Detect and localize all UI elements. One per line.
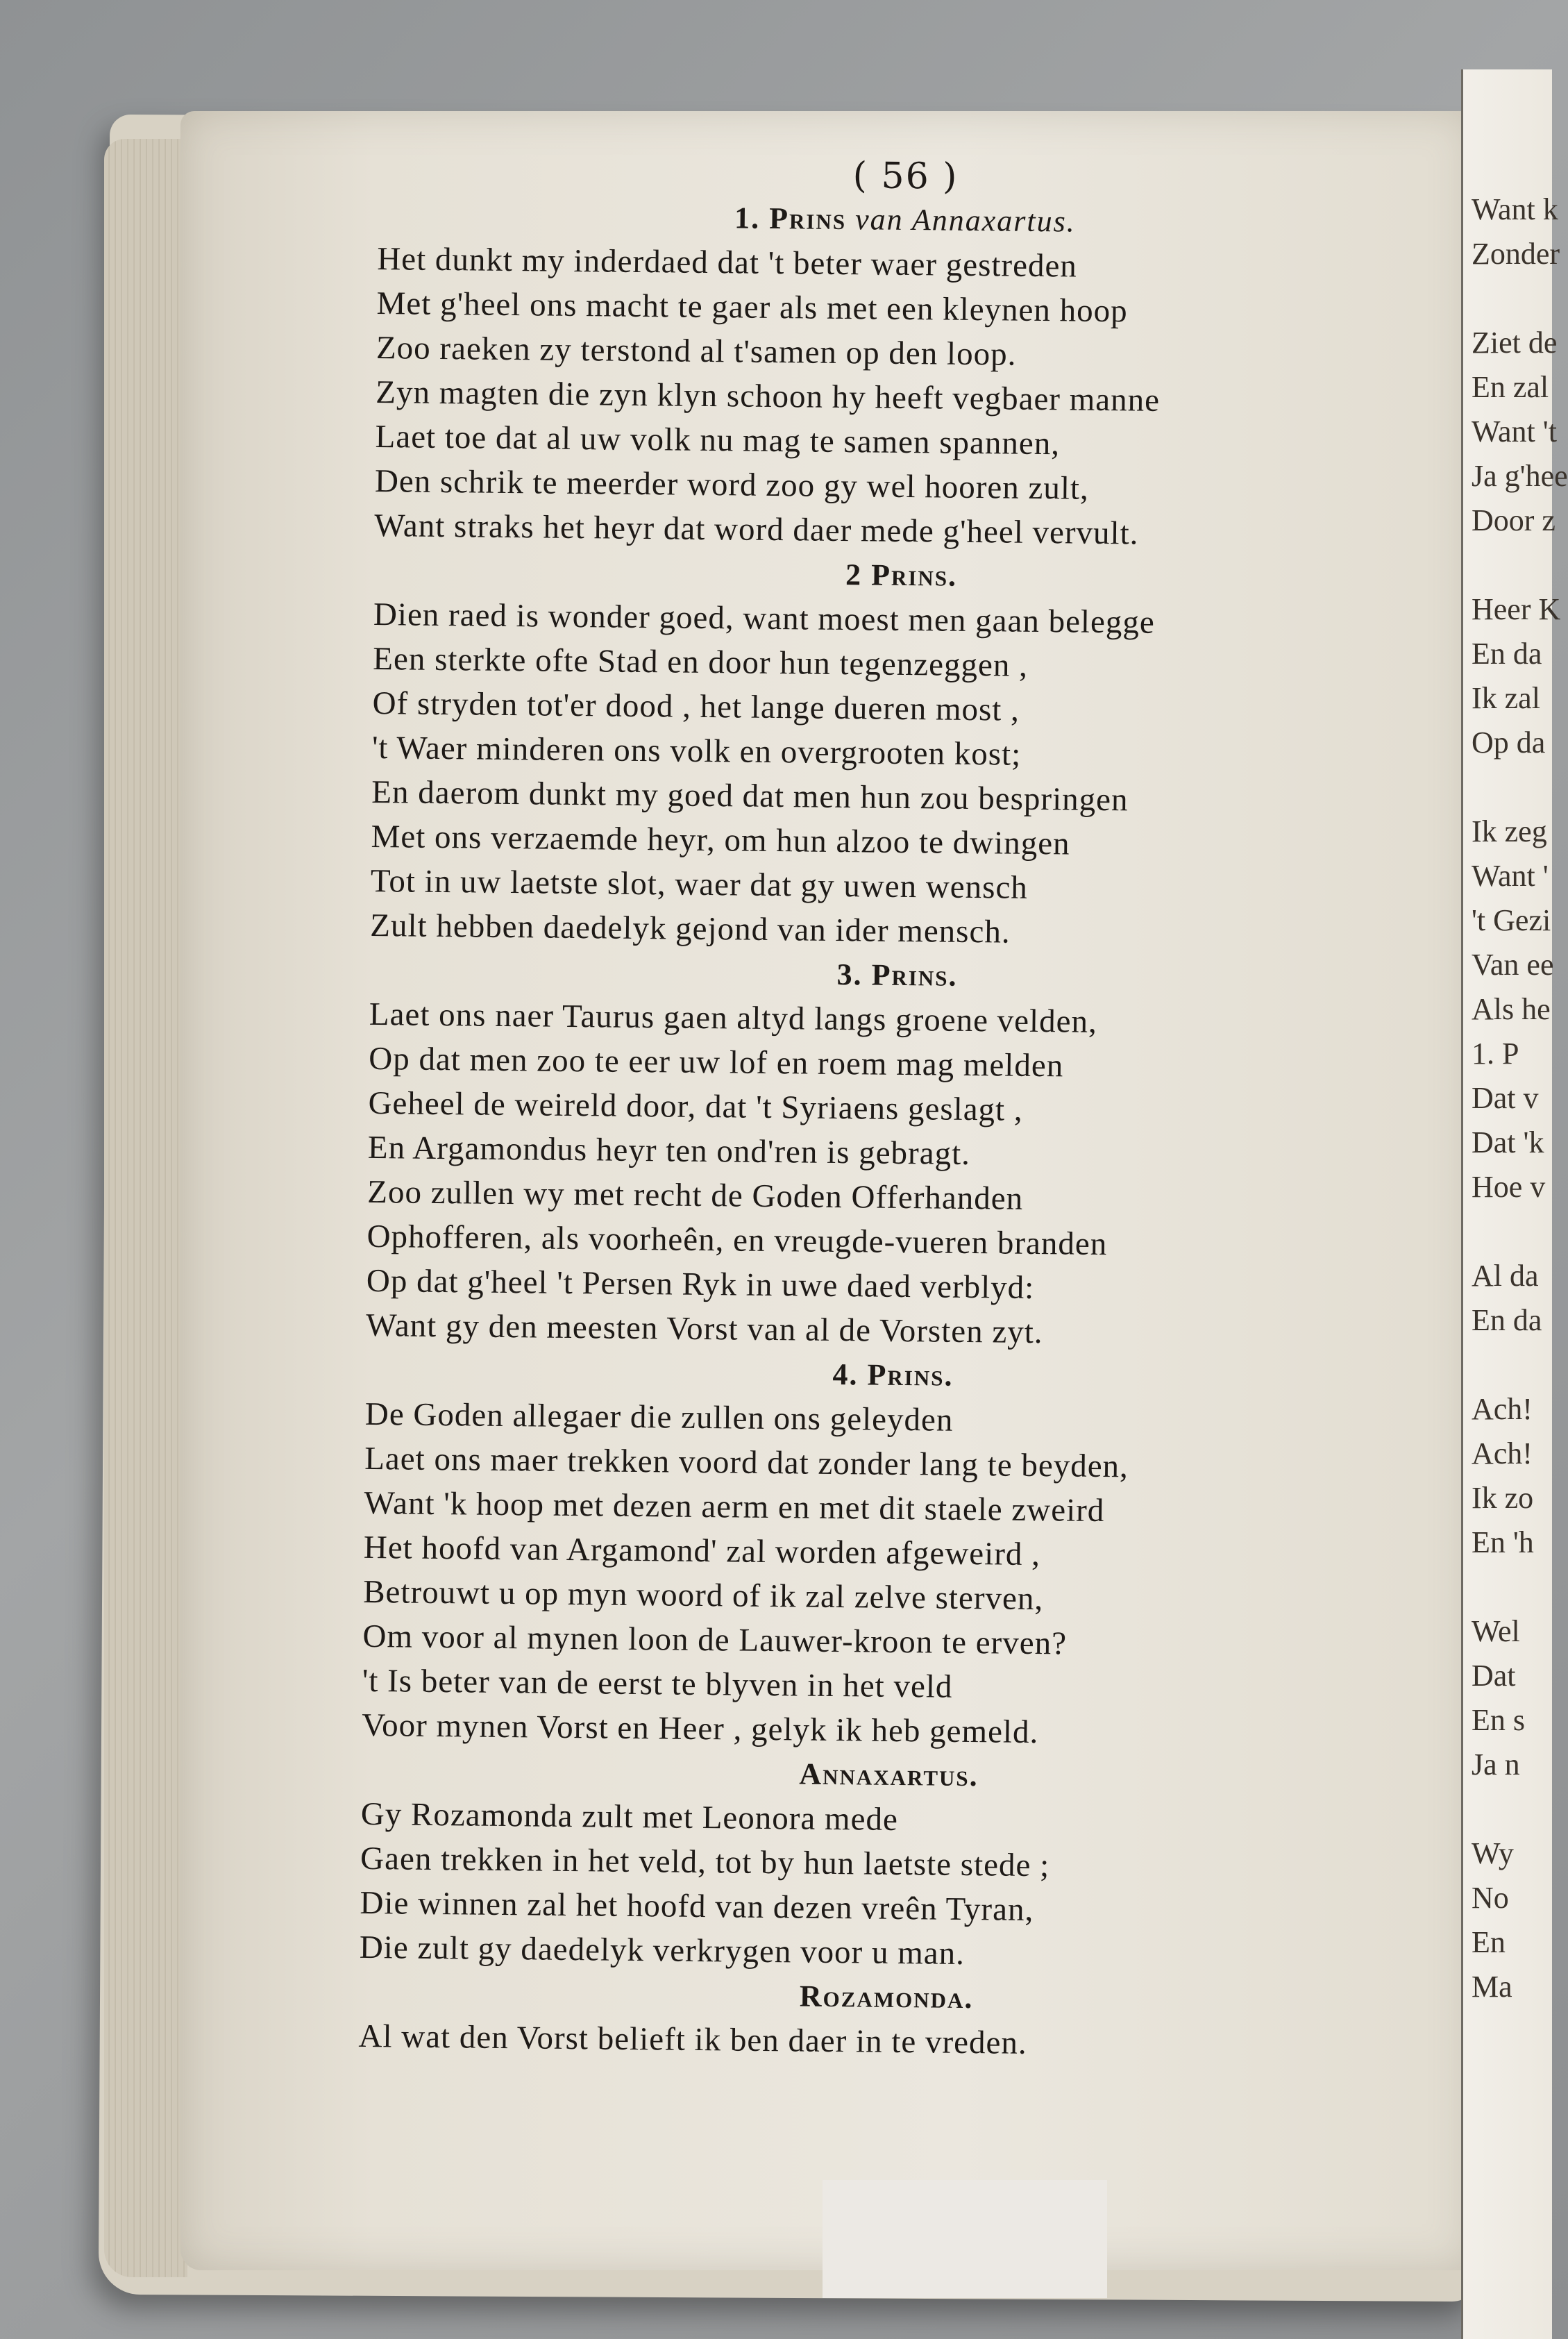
facing-page-line: Al da bbox=[1472, 1259, 1539, 1293]
verse-line: Ophofferen, als voorheên, en vreugde-vueren branden bbox=[366, 1218, 1108, 1263]
verse-line: Geheel de weireld door, dat 't Syriaens geslagt , bbox=[368, 1084, 1023, 1128]
facing-page-line: En zal bbox=[1472, 370, 1549, 404]
facing-page-line bbox=[1472, 1209, 1552, 1254]
facing-page-line: En da bbox=[1472, 637, 1542, 671]
verse-line: 't Waer minderen ons volk en overgrooten kost; bbox=[371, 729, 1022, 773]
verse-line: Dien raed is wonder goed, want moest men gaan belegge bbox=[373, 596, 1156, 641]
verse-line: Gaen trekken in het veld, tot by hun laetste stede ; bbox=[360, 1840, 1050, 1884]
verse-line: Het dunkt my inderdaed dat 't beter waer gestreden bbox=[377, 240, 1078, 285]
verse-line: Een sterkte ofte Stad en door hun tegenzeggen , bbox=[373, 640, 1029, 684]
verse-line: Op dat g'heel 't Persen Ryk in uwe daed verblyd: bbox=[366, 1262, 1035, 1306]
verse-line: Met g'heel ons macht te gaer als met een kleynen hoop bbox=[376, 285, 1128, 330]
speaker-number: 2 bbox=[845, 557, 872, 592]
verse-line: Om voor al mynen loon de Lauwer-kroon te erven? bbox=[362, 1618, 1068, 1662]
facing-page-line: Op da bbox=[1472, 726, 1546, 760]
verse-line: En Argamondus heyr ten ond'ren is gebragt. bbox=[367, 1129, 971, 1173]
page-number: ( 56 ) bbox=[852, 155, 959, 198]
facing-page-line bbox=[1472, 276, 1552, 321]
facing-page-line: En 'h bbox=[1472, 1525, 1534, 1559]
facing-page-line: Dat bbox=[1472, 1659, 1516, 1693]
facing-page-line: 1. P bbox=[1472, 1037, 1519, 1071]
facing-page-line: Van ee bbox=[1472, 948, 1554, 982]
facing-page-line: Dat v bbox=[1472, 1081, 1539, 1115]
facing-page-line: Als he bbox=[1472, 992, 1551, 1026]
page-edges bbox=[104, 139, 187, 2277]
verse-line: Voor mynen Vorst en Heer , gelyk ik heb gemeld. bbox=[361, 1707, 1039, 1751]
facing-page-line: Ziet de bbox=[1472, 326, 1558, 360]
speaker-name: Prins. bbox=[870, 557, 958, 593]
verse-line: Den schrik te meerder word zoo gy wel hooren zult, bbox=[374, 462, 1090, 507]
facing-page-line bbox=[1472, 1787, 1552, 1831]
verse-line: Al wat den Vorst belieft ik ben daer in te vreden. bbox=[358, 2018, 1027, 2061]
facing-page-line: Ma bbox=[1472, 1970, 1512, 2004]
speaker-number: 1. bbox=[734, 201, 770, 235]
verse-line: Gy Rozamonda zult met Leonora mede bbox=[360, 1795, 899, 1838]
facing-page-line bbox=[1472, 543, 1552, 587]
facing-page-text bbox=[1463, 69, 1568, 2009]
verse-line: 't Is beter van de eerst te blyven in het veld bbox=[362, 1662, 953, 1705]
facing-page-line: Door z bbox=[1472, 503, 1556, 537]
label-patch bbox=[823, 2180, 1107, 2298]
verse-line: En daerom dunkt my goed dat men hun zou bespringen bbox=[371, 773, 1129, 819]
facing-page-line: Ik zal bbox=[1472, 681, 1540, 715]
verse-line: Tot in uw laetste slot, waer dat gy uwen wensch bbox=[370, 862, 1029, 906]
facing-page-line: Ach! bbox=[1472, 1392, 1533, 1426]
speaker-number: 4. bbox=[832, 1357, 868, 1392]
facing-page-line: Ja n bbox=[1472, 1747, 1520, 1782]
verse-line: Want 'k hoop met dezen aerm en met dit staele zweird bbox=[364, 1484, 1105, 1529]
verse-line: Want straks het heyr dat word daer mede g'heel vervult. bbox=[374, 507, 1139, 552]
facing-page-line: Heer K bbox=[1472, 592, 1561, 626]
facing-page-line: Ik zo bbox=[1472, 1481, 1534, 1515]
verse-line: Zoo raeken zy terstond al t'samen op den loop. bbox=[376, 329, 1017, 373]
speaker-suffix: van Annaxartus. bbox=[845, 202, 1077, 239]
facing-page-line: Wel bbox=[1472, 1614, 1520, 1648]
facing-page-line: No bbox=[1472, 1881, 1509, 1915]
verse-line: Het hoofd van Argamond' zal worden afgeweird , bbox=[363, 1529, 1041, 1573]
facing-page-line: Want ' bbox=[1472, 859, 1549, 893]
speaker-name: Prins. bbox=[867, 1357, 954, 1393]
verse-line: Op dat men zoo te eer uw lof en roem mag melden bbox=[369, 1040, 1064, 1084]
verse-line: Of stryden tot'er dood , het lange dueren most , bbox=[372, 685, 1020, 728]
facing-page-line: Ik zeg bbox=[1472, 814, 1547, 848]
facing-page-line: Dat 'k bbox=[1472, 1125, 1544, 1159]
facing-page-line bbox=[1472, 1343, 1552, 1387]
speaker-name: Prins bbox=[768, 201, 847, 237]
facing-page-line: Ach! bbox=[1472, 1436, 1533, 1470]
facing-page-line: Zonder bbox=[1472, 237, 1560, 271]
facing-page-line: Ja g'hee bbox=[1472, 459, 1568, 493]
facing-page-line: Wy bbox=[1472, 1836, 1514, 1870]
facing-page-line bbox=[1472, 765, 1552, 810]
facing-page-line bbox=[1472, 1565, 1552, 1609]
facing-page-line: En s bbox=[1472, 1703, 1525, 1737]
facing-page-line: Want 't bbox=[1472, 414, 1557, 448]
speaker-name: Rozamonda. bbox=[799, 1979, 974, 2015]
verse-line: De Goden allegaer die zullen ons geleyden bbox=[364, 1395, 954, 1439]
verse-line: Betrouwt u op myn woord of ik zal zelve sterven, bbox=[362, 1573, 1044, 1618]
facing-page-line: En da bbox=[1472, 1303, 1542, 1337]
verse-line: Laet toe dat al uw volk nu mag te samen spannen, bbox=[375, 418, 1061, 462]
speaker-name: Prins. bbox=[871, 957, 958, 993]
verse-line: Met ons verzaemde heyr, om hun alzoo te dwingen bbox=[371, 818, 1070, 862]
verse-line: Laet ons naer Taurus gaen altyd langs groene velden, bbox=[369, 996, 1098, 1040]
play-sections bbox=[358, 192, 1433, 2070]
facing-page-line: En bbox=[1472, 1925, 1506, 1959]
verse-line: Zoo zullen wy met recht de Goden Offerhanden bbox=[366, 1173, 1024, 1217]
facing-page bbox=[1461, 69, 1568, 2339]
verse-line: Zyn magten die zyn klyn schoon hy heeft vegbaer manne bbox=[376, 374, 1161, 419]
verse-line: Want gy den meesten Vorst van al de Vorsten zyt. bbox=[365, 1307, 1043, 1351]
facing-page-line: Hoe v bbox=[1472, 1170, 1546, 1204]
verse-line: Die winnen zal het hoofd van dezen vreên Tyran, bbox=[360, 1884, 1034, 1929]
speaker-number: 3. bbox=[836, 957, 872, 992]
verse-line: Zult hebben daedelyk gejond van ider mensch. bbox=[370, 907, 1011, 950]
facing-page-line: Want k bbox=[1472, 192, 1558, 226]
verse-line: Die zult gy daedelyk verkrygen voor u man. bbox=[359, 1929, 966, 1972]
page-text bbox=[358, 149, 1433, 2070]
facing-page-line: 't Gezi bbox=[1472, 903, 1551, 937]
speaker-name: Annaxartus. bbox=[799, 1757, 979, 1793]
verse-line: Laet ons maer trekken voord dat zonder lang te beyden, bbox=[364, 1440, 1129, 1485]
